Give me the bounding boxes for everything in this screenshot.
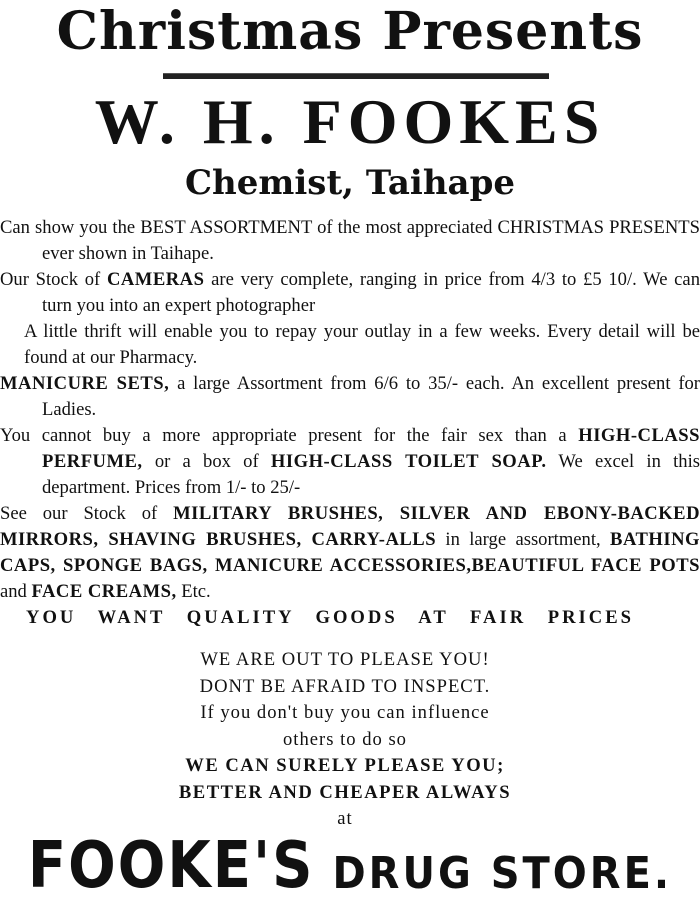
text-span: Our Stock of — [0, 269, 107, 290]
text-span-bold: HIGH-CLASS PERFUME, — [42, 425, 700, 472]
text-span: in large assortment, — [436, 529, 611, 550]
text-span-bold: FACE CREAMS, — [31, 581, 177, 602]
paragraph-assortment: Can show you the BEST ASSORTMENT of the most appreciated CHRISTMAS PRESENTS ever shown in Taihape. — [0, 217, 700, 264]
closing-line-others: others to do so — [283, 728, 407, 750]
text-span: We excel in this department. Prices from 1/- to 25/- — [42, 451, 700, 498]
text-span: a large Assortment from 6/6 to 35/- each. An excellent present for Ladies. — [42, 373, 700, 420]
text-span: Etc. — [176, 581, 211, 602]
text-span-bold: MILITARY BRUSHES, SILVER AND EBONY-BACKED MIRRORS, SHAVING BRUSHES, CARRY-ALLS — [0, 503, 700, 550]
firm-subtitle: Chemist, Taihape — [185, 163, 515, 203]
closing-line-please: WE ARE OUT TO PLEASE YOU! — [200, 649, 490, 670]
text-span-bold: CAMERAS — [106, 269, 205, 290]
closing-line-influence: If you don't buy you can influence — [200, 702, 490, 723]
closing-line-cheaper: BETTER AND CHEAPER ALWAYS — [178, 781, 512, 803]
paragraph-perfume — [0, 423, 700, 501]
ad-body — [0, 215, 700, 631]
paragraph-manicure — [0, 371, 700, 423]
quality-slogan: YOU WANT QUALITY GOODS AT FAIR PRICES — [26, 607, 634, 628]
text-span-bold: MANICURE SETS, — [0, 373, 170, 394]
paragraph-cameras — [0, 267, 700, 319]
firm-name: W. H. FOOKES — [94, 86, 606, 157]
text-span: are very complete, ranging in price from 4/3 to £5 10/. We can turn you into an expert photographer — [42, 269, 700, 316]
headline: Christmas Presents — [56, 1, 644, 62]
text-span: and — [0, 581, 32, 602]
closing-line-inspect: DONT BE AFRAID TO INSPECT. — [199, 675, 491, 697]
store-name: FOOKE'S — [27, 828, 315, 903]
text-span-bold: HIGH-CLASS TOILET SOAP. — [270, 451, 547, 472]
text-span: You cannot buy a more appropriate present for the fair sex than a — [0, 425, 579, 446]
store-type: DRUG STORE. — [332, 848, 673, 899]
store-name-footer — [0, 828, 700, 903]
closing-line-surely: WE CAN SURELY PLEASE YOU; — [185, 755, 505, 776]
paragraph-thrift: A little thrift will enable you to repay your outlay in a few weeks. Every detail will be found at our Pharmacy. — [24, 321, 700, 368]
text-span-bold: BATHING CAPS, SPONGE BAGS, MANICURE ACCESSORIES,BEAUTIFUL FACE POTS — [0, 529, 700, 576]
divider-rule — [163, 73, 549, 79]
text-span: or a box of — [142, 451, 271, 472]
paragraph-stock — [0, 501, 700, 605]
text-span: See our Stock of — [0, 503, 174, 524]
closing-block — [0, 647, 690, 833]
closing-line-at: at — [337, 808, 353, 829]
